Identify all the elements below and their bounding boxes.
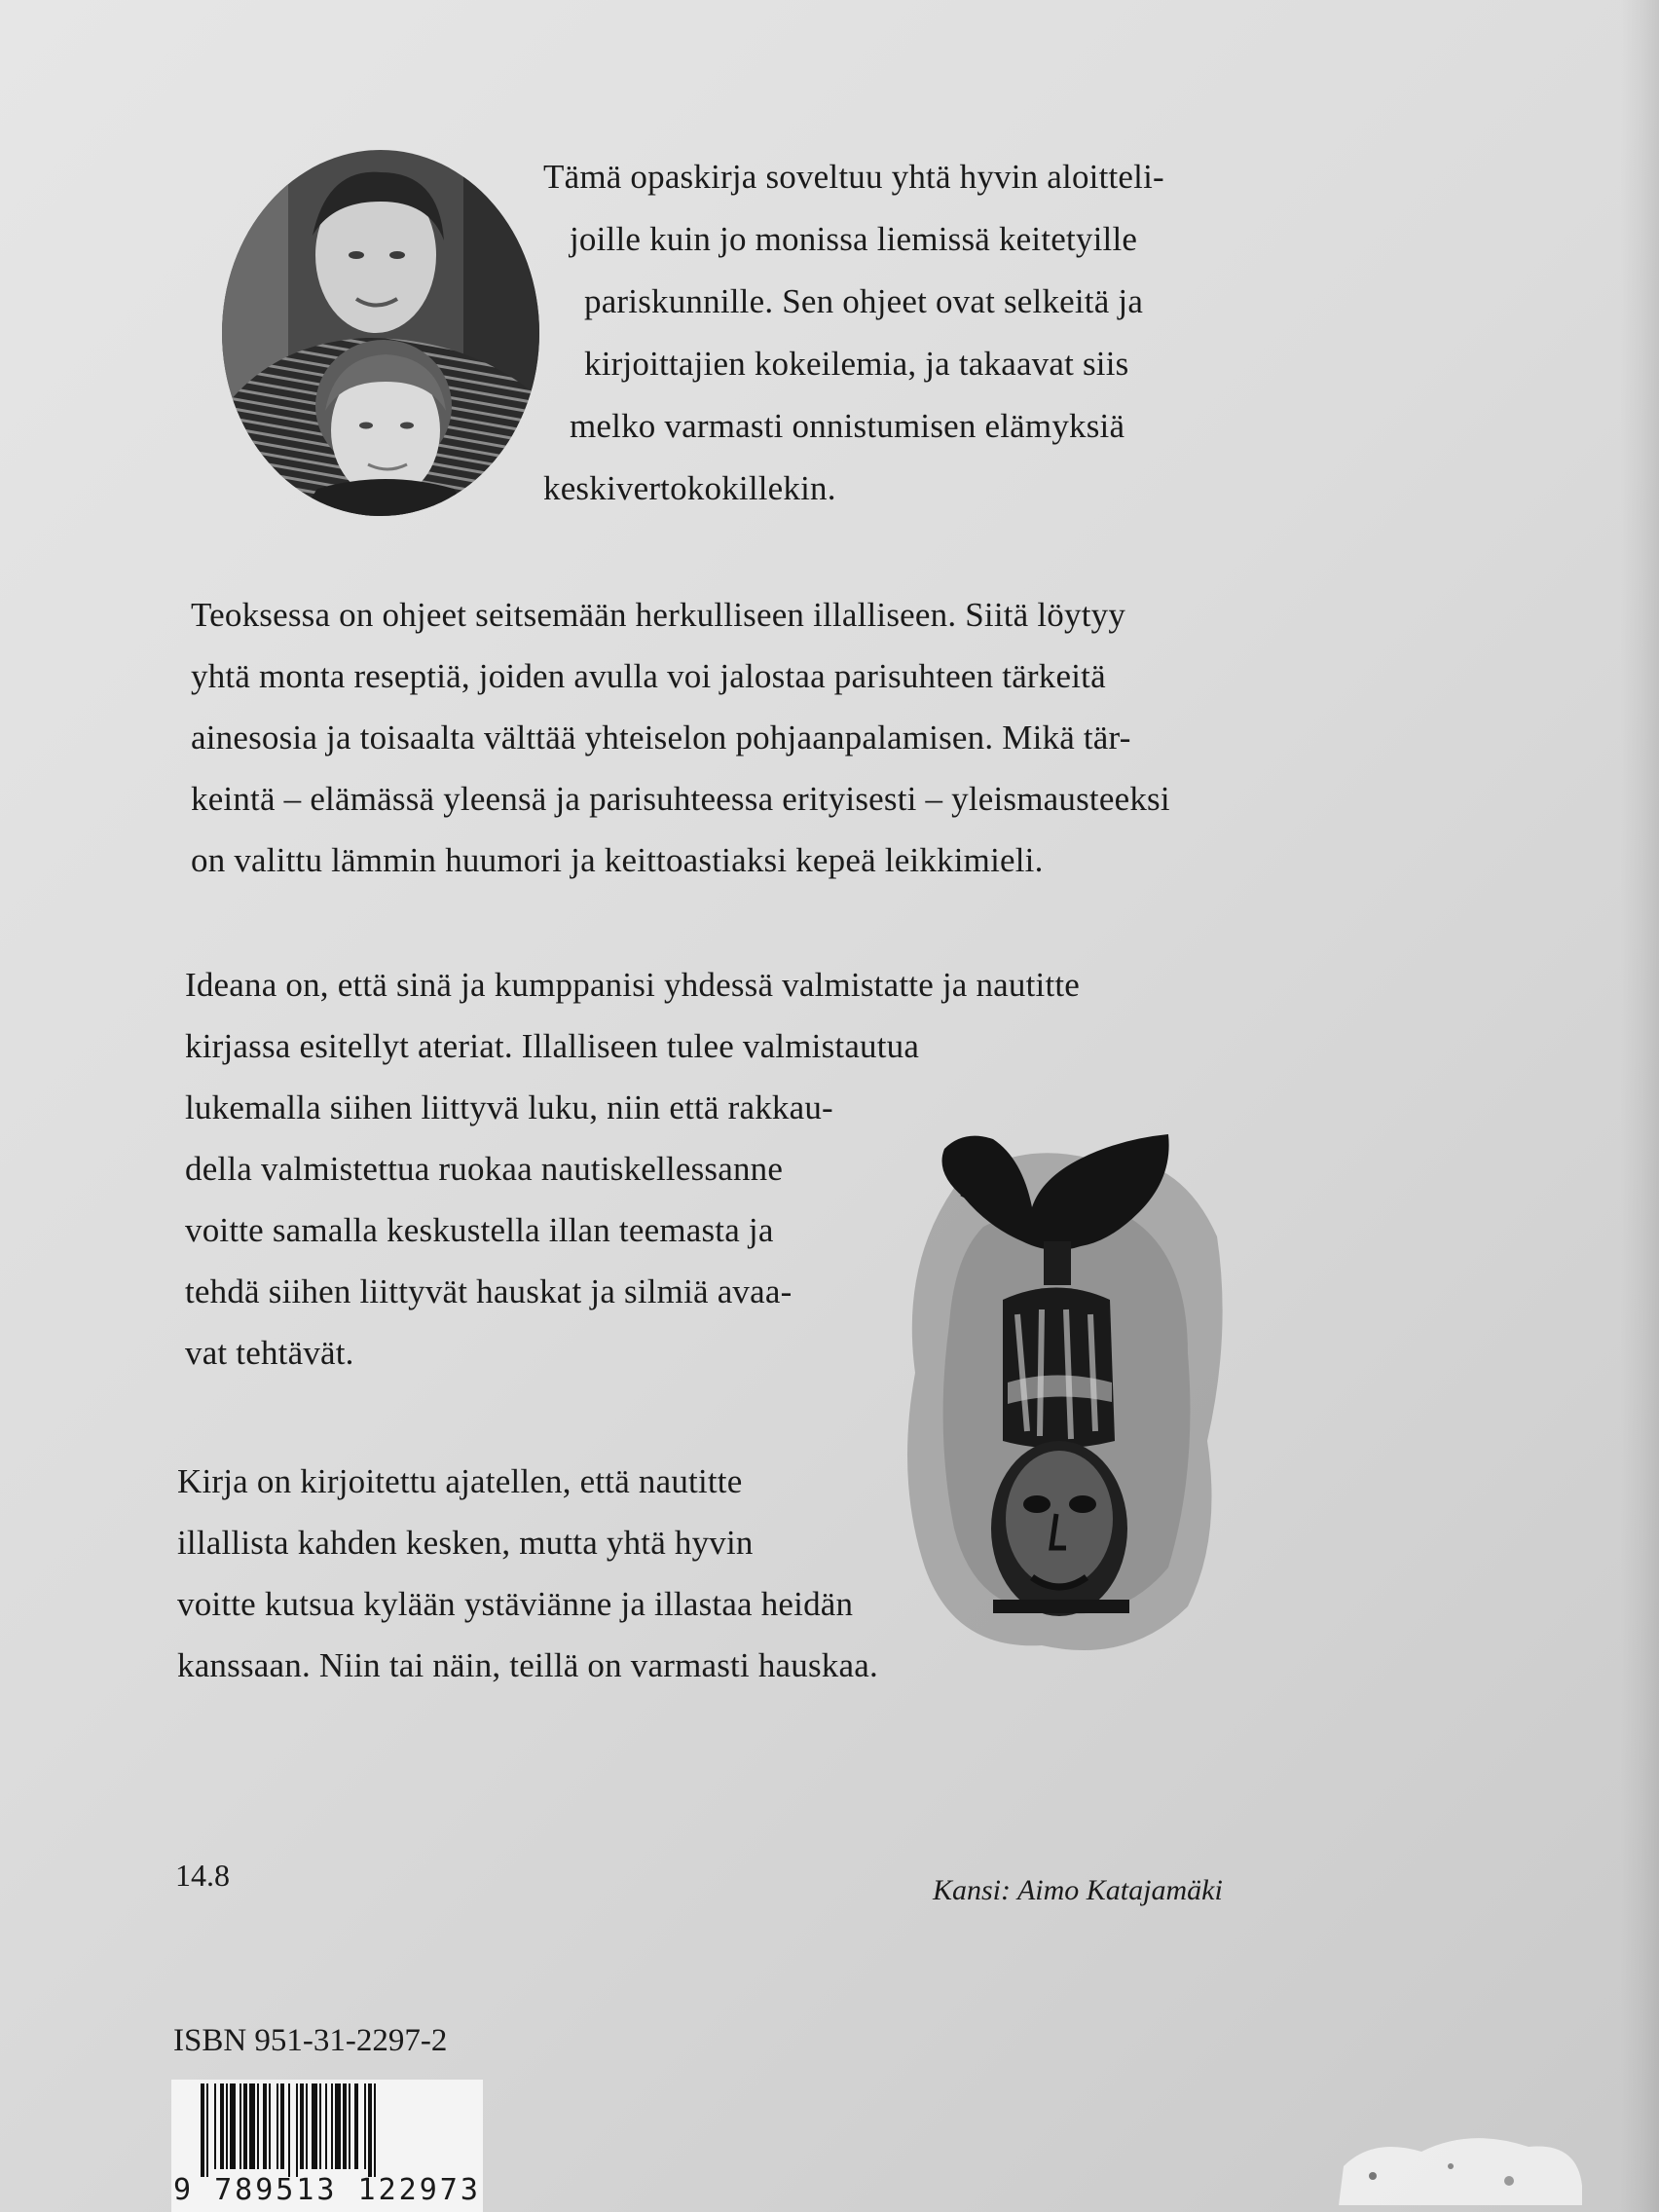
paragraph-line: keintä – elämässä yleensä ja parisuhteessa erityisesti – yleismausteeksi [191, 780, 1170, 818]
intro-line: joille kuin jo monissa liemissä keitetyille [570, 220, 1138, 258]
paragraph-line: yhtä monta reseptiä, joiden avulla voi jalostaa parisuhteen tärkeitä [191, 657, 1106, 695]
paragraph-line: illallista kahden kesken, mutta yhtä hyvin [177, 1524, 754, 1562]
paragraph-line: voitte kutsua kylään ystäviänne ja illastaa heidän [177, 1585, 854, 1623]
author-portrait-photo [220, 148, 541, 518]
paragraph-line: voitte samalla keskustella illan teemasta ja [185, 1211, 774, 1249]
paragraph-line: della valmistettua ruokaa nautiskellessanne [185, 1150, 784, 1188]
closing-paragraph [177, 1451, 878, 1696]
paragraph-line: kirjassa esitellyt ateriat. Illalliseen tulee valmistautua [185, 1027, 920, 1065]
page-edge-shadow [1620, 0, 1659, 2212]
paragraph-line: ainesosia ja toisaalta välttää yhteiselon pohjaanpalamisen. Mikä tär- [191, 719, 1131, 756]
intro-line: keskivertokokillekin. [543, 469, 836, 507]
intro-line: Tämä opaskirja soveltuu yhtä hyvin aloitteli- [543, 158, 1164, 196]
cover-credit: Kansi: Aimo Katajamäki [933, 1874, 1223, 1906]
paragraph-line: Kirja on kirjoitettu ajatellen, että nautitte [177, 1462, 743, 1500]
price-code: 14.8 [175, 1858, 230, 1893]
intro-line: pariskunnille. Sen ohjeet ovat selkeitä ja [584, 282, 1144, 320]
paragraph-line: vat tehtävät. [185, 1334, 354, 1372]
paragraph-line: lukemalla siihen liittyvä luku, niin että rakkau- [185, 1088, 833, 1126]
intro-line: melko varmasti onnistumisen elämyksiä [570, 407, 1125, 445]
description-paragraph [191, 584, 1170, 891]
barcode [171, 2080, 483, 2212]
paragraph-line: on valittu lämmin huumori ja keittoastiaksi kepeä leikkimieli. [191, 841, 1044, 879]
paragraph-line: Teoksessa on ohjeet seitsemään herkulliseen illalliseen. Siitä löytyy [191, 596, 1126, 634]
isbn-number: ISBN 951-31-2297-2 [173, 2023, 448, 2058]
paragraph-line: tehdä siihen liittyvät hauskat ja silmiä avaa- [185, 1272, 793, 1310]
woodcut-illustration [896, 1120, 1236, 1665]
barcode-digits: 9 789513 122973 [173, 2173, 481, 2207]
cover-wear-mark [1334, 2108, 1587, 2205]
intro-line: kirjoittajien kokeilemia, ja takaavat siis [584, 345, 1129, 383]
barcode-bars [171, 2080, 483, 2177]
paragraph-line: kanssaan. Niin tai näin, teillä on varmasti hauskaa. [177, 1646, 878, 1684]
paragraph-line: Ideana on, että sinä ja kumppanisi yhdessä valmistatte ja nautitte [185, 966, 1081, 1004]
